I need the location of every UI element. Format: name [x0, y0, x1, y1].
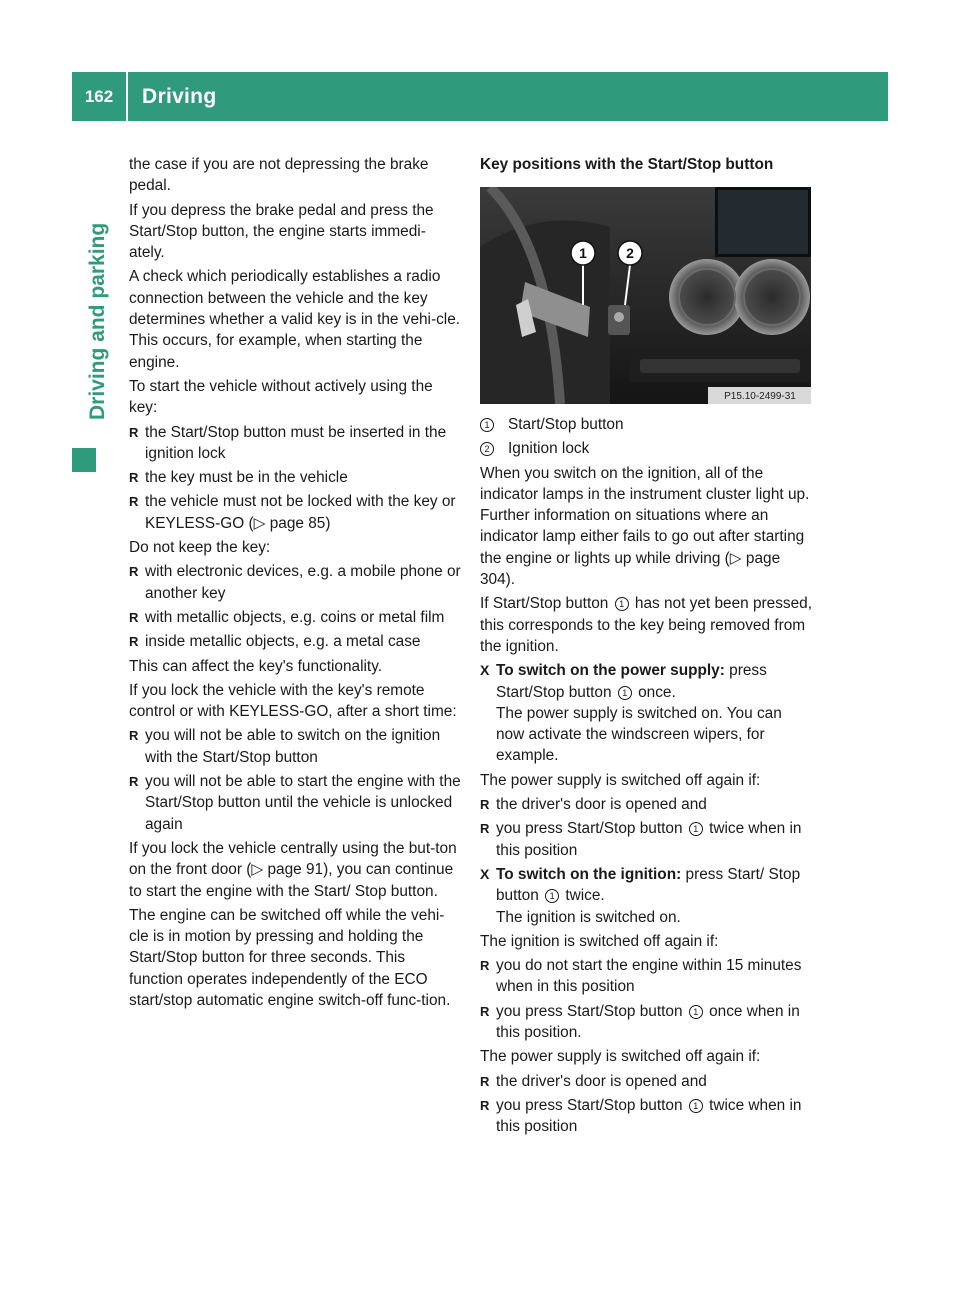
paragraph: the case if you are not depressing the brake pedal.	[129, 156, 429, 195]
chapter-title: Driving	[142, 84, 217, 108]
callout-number-2: 2	[626, 245, 634, 261]
paragraph: The power supply is switched off again if:	[480, 771, 761, 789]
text-run: once when in this position.	[496, 1002, 800, 1042]
paragraph: To start the vehicle without actively using the key:	[129, 377, 433, 417]
text-run: you press Start/Stop button	[496, 1096, 683, 1114]
callout-number-icon: 2	[480, 442, 494, 456]
instruction-step	[480, 864, 813, 928]
start-stop-button-face	[614, 312, 624, 322]
paragraph: The engine can be switched off while the vehi-cle is in motion by pressing and holding the Start/Stop button for three seconds. This function operates independently of the ECO start/stop automatic engine switch-off func-tion.	[129, 906, 451, 1009]
list-item: R the driver's door is opened and	[480, 1071, 813, 1092]
step-title: To switch on the power supply:	[496, 662, 725, 680]
list-item: R with metallic objects, e.g. coins or metal film	[129, 607, 461, 628]
callout-number-1: 1	[579, 245, 587, 261]
header-bar	[72, 72, 888, 121]
legend-item	[480, 414, 813, 435]
list-item	[480, 818, 813, 861]
paragraph: If you lock the vehicle centrally using the but-ton on the front door (▷ page 91), you can continue to start the engine with the Start/ Stop button.	[129, 839, 457, 900]
list-item: R inside metallic objects, e.g. a metal case	[129, 631, 461, 652]
callout-number-icon: 1	[689, 1099, 703, 1113]
dashboard-illustration	[480, 187, 811, 404]
text-run: once.	[633, 683, 676, 701]
legend-text: Ignition lock	[508, 440, 590, 458]
callout-number-icon: 1	[689, 1005, 703, 1019]
paragraph: If you depress the brake pedal and press the Start/Stop button, the engine starts immedi-ately.	[129, 201, 434, 262]
legend-text: Start/Stop button	[508, 416, 624, 433]
text-run: twice.	[561, 887, 605, 905]
header-divider	[126, 72, 128, 121]
callout-number-icon: 1	[615, 597, 629, 611]
paragraph: This can affect the key's functionality.	[129, 657, 383, 675]
button-strip	[640, 359, 800, 373]
dashboard-figure	[480, 187, 811, 404]
list-item: R you do not start the engine within 15 minutes when in this position	[480, 955, 813, 998]
page-number: 162	[84, 86, 114, 106]
figure-code: P15.10-2499-31	[724, 391, 796, 402]
section-heading: Key positions with the Start/Stop button	[480, 156, 774, 173]
side-tab-label: Driving and parking	[86, 222, 109, 420]
paragraph: When you switch on the ignition, all of the indicator lamps in the instrument cluster light up. Further information on situations where an indicator lamp either fails to go out after starting the engine or lights up while driving (▷ page 304).	[480, 464, 810, 589]
air-vent-right	[734, 259, 810, 335]
left-column	[129, 154, 461, 1014]
list-item	[480, 1001, 813, 1044]
paragraph: The power supply is switched off again if:	[480, 1048, 761, 1066]
right-column	[480, 154, 813, 1141]
side-tab-marker	[72, 448, 96, 472]
text-run: has not yet been pressed, this corresponds to the key being removed from the ignition.	[480, 595, 813, 655]
list-item: R you will not be able to switch on the ignition with the Start/Stop button	[129, 725, 461, 768]
callout-number-icon: 1	[480, 418, 494, 432]
list-item	[480, 1095, 813, 1138]
text-run: you press Start/Stop button	[496, 820, 683, 838]
list-item: R with electronic devices, e.g. a mobile phone or another key	[129, 561, 461, 604]
text-run: twice when in this position	[496, 1096, 802, 1136]
air-vent-left	[669, 259, 745, 335]
paragraph: A check which periodically establishes a radio connection between the vehicle and the key determines whether a valid key is in the vehi-cle. This occurs, for example, when starting the engine.	[129, 268, 461, 371]
list-item: R the vehicle must not be locked with the key or KEYLESS-GO (▷ page 85)	[129, 491, 461, 534]
list-item: R the Start/Stop button must be inserted in the ignition lock	[129, 422, 461, 465]
step-result: The ignition is switched on.	[496, 908, 681, 926]
list-item: R you will not be able to start the engine with the Start/Stop button until the vehicle is unlocked again	[129, 771, 461, 835]
text-run: press Start/ Stop button	[496, 865, 801, 905]
paragraph	[480, 593, 813, 657]
paragraph: Do not keep the key:	[129, 539, 271, 557]
text-run: you press Start/Stop button	[496, 1002, 683, 1020]
paragraph: The ignition is switched off again if:	[480, 932, 719, 950]
list-item: R the driver's door is opened and	[480, 794, 813, 815]
list-item: R the key must be in the vehicle	[129, 467, 461, 488]
callout-number-icon: 1	[545, 889, 559, 903]
instruction-step	[480, 660, 813, 766]
legend-item	[480, 438, 813, 459]
text-run: twice when in this position	[496, 820, 802, 859]
paragraph: If you lock the vehicle with the key's remote control or with KEYLESS-GO, after a short time:	[129, 681, 457, 721]
text-run: press Start/Stop button	[496, 662, 767, 701]
callout-number-icon: 1	[618, 686, 632, 700]
display-screen-glass	[718, 190, 808, 254]
text-run: If Start/Stop button	[480, 595, 609, 613]
step-title: To switch on the ignition:	[496, 865, 682, 883]
callout-number-icon: 1	[689, 822, 703, 836]
step-result: The power supply is switched on. You can now activate the windscreen wipers, for example.	[496, 704, 782, 765]
